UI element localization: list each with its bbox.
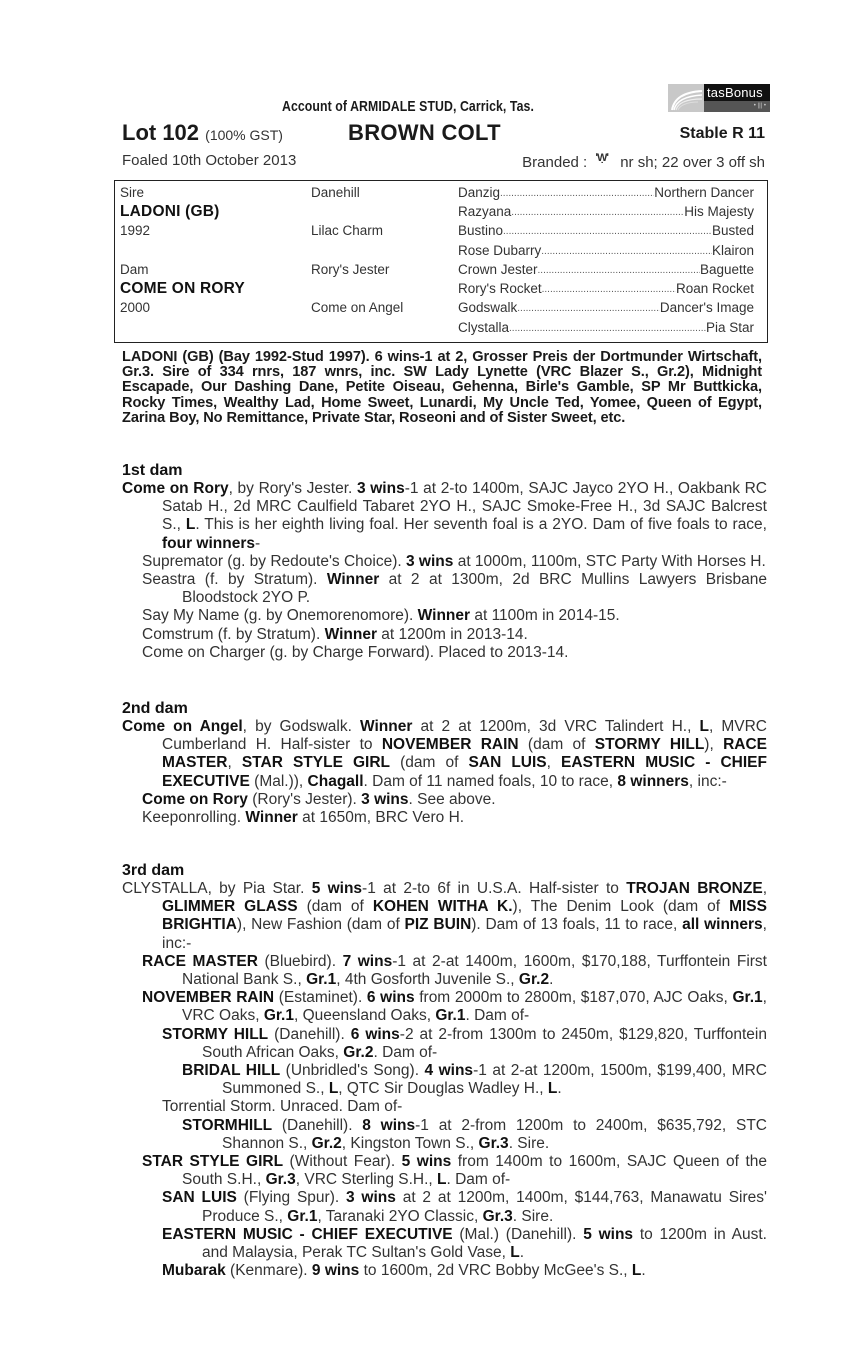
great-grandsire-name: Northern Dancer: [654, 185, 754, 200]
text: to 1200m in Aust. and Malaysia, Perak TC Sultan's Gold Vase,: [202, 1225, 767, 1262]
text: , Taranaki 2YO Classic,: [317, 1207, 483, 1225]
bold-text: Winner: [324, 625, 377, 643]
branded-label: Branded :: [522, 154, 588, 171]
progeny-entry: [122, 1262, 767, 1280]
lot-number: [122, 120, 283, 146]
progeny-entry: [122, 553, 767, 571]
text: (Bluebird).: [257, 952, 343, 970]
second-dam-paragraphs: [122, 718, 767, 827]
dam-entry: [122, 718, 767, 791]
bold-text: Gr.1: [306, 971, 337, 989]
text: ), New Fashion (dam of: [236, 916, 405, 934]
text: , Kingston Town S.,: [341, 1134, 479, 1152]
bold-text: Gr.3: [478, 1134, 509, 1152]
text: -: [255, 534, 261, 552]
bold-text: all winners: [682, 916, 763, 934]
bold-text: STORMY HILL: [162, 1025, 269, 1043]
text: at 2 at 1300m, 2d BRC Mullins Lawyers Brisbane Bloodstock 2YO P.: [182, 571, 767, 607]
progeny-entry: [122, 791, 767, 809]
great-grandsire-name: Dancer's Image: [659, 300, 754, 315]
text: (dam of: [390, 754, 469, 772]
text: at 1650m, BRC Vero H.: [297, 809, 465, 827]
dam-year: 2000: [120, 300, 151, 315]
text: .: [557, 1080, 562, 1098]
bold-text: Gr.1: [287, 1207, 318, 1225]
grandsire-name: Rory's Rocket: [458, 281, 542, 296]
text: -2 at 2-from 1300m to 2450m, $129,820, Turffontein South African Oaks,: [202, 1025, 767, 1061]
text: ,: [227, 754, 242, 772]
gst-note: (100% GST): [205, 127, 283, 143]
tasbonus-wing-icon: [668, 84, 704, 112]
text: . Dam of-: [446, 1171, 511, 1189]
second-dam-section: [122, 700, 767, 827]
text: . Dam of-: [373, 1043, 438, 1061]
bold-text: NOVEMBER RAIN: [142, 989, 275, 1007]
text: .: [641, 1262, 646, 1280]
bold-text: STAR STYLE GIRL: [142, 1153, 284, 1171]
progeny-entry: [122, 953, 767, 989]
bold-text: Gr.2: [311, 1134, 342, 1152]
text: at 1100m in 2014-15.: [470, 607, 620, 625]
text: from 1400m to 1600m, SAJC Queen of the South S.H.,: [182, 1153, 767, 1189]
great-grandsire-name: Busted: [711, 223, 754, 238]
logo-text: tasBonus: [704, 84, 770, 101]
text: , Queensland Oaks,: [294, 1007, 436, 1025]
bold-text: 4 wins: [424, 1062, 474, 1080]
bold-text: 8 winners: [617, 772, 689, 790]
dam-sire: Rory's Jester: [311, 262, 390, 277]
bold-text: 7 wins: [342, 952, 393, 970]
brand-mark-icon: ʹẈʹ: [595, 152, 609, 164]
third-gen-row: [458, 262, 754, 279]
text: (Mal.)),: [249, 772, 308, 790]
text: , VRC Sterling S.H.,: [295, 1171, 438, 1189]
sire-name: LADONI (GB): [120, 203, 220, 220]
bold-text: 6 wins: [366, 989, 415, 1007]
bold-text: RACE MASTER: [162, 736, 767, 772]
bold-text: Gr.1: [263, 1007, 294, 1025]
text: -1 at 2-at 1200m, 1500m, $199,400, MRC Summoned S.,: [222, 1062, 767, 1098]
bold-text: BRIDAL HILL: [182, 1062, 281, 1080]
great-grandsire-name: His Majesty: [684, 204, 754, 219]
bold-text: 8 wins: [362, 1116, 416, 1134]
text: , MVRC Cumberland H. Half-sister to: [162, 718, 767, 754]
progeny-entry: [122, 989, 767, 1025]
bold-text: Winner: [326, 571, 380, 589]
leader-dots: [503, 223, 712, 240]
progeny-entry: [122, 644, 767, 662]
text: at 1200m in 2013-14.: [376, 625, 528, 643]
bold-text: L: [185, 516, 196, 534]
bold-text: KOHEN WITHA K.: [372, 898, 513, 916]
lot-label: Lot 102: [122, 120, 200, 145]
progeny-entry: [122, 1153, 767, 1189]
brand-info: [522, 152, 765, 171]
stable-location: Stable R 11: [679, 125, 765, 142]
third-gen-row: [458, 185, 754, 202]
text: (dam of: [297, 898, 373, 916]
bold-text: Gr.2: [343, 1043, 374, 1061]
text: (Kenmare).: [225, 1262, 312, 1280]
text: Torrential Storm. Unraced. Dam of-: [162, 1098, 403, 1116]
progeny-entry: [122, 1117, 767, 1153]
bold-text: TROJAN BRONZE: [626, 880, 763, 897]
bold-text: L: [631, 1262, 642, 1280]
bold-text: STORMY HILL: [594, 736, 705, 754]
leader-dots: [500, 185, 654, 202]
grandsire-name: Clystalla: [458, 320, 510, 335]
text: Supremator (g. by Redoute's Choice).: [142, 552, 406, 570]
text: (Without Fear).: [283, 1153, 402, 1171]
first-dam-paragraphs: [122, 480, 767, 662]
text: -1 at 2-to 1400m, SAJC Jayco 2YO H., Oakbank RC Satab H., 2d MRC Caulfield Tabaret 2YO H., SAJC Smoke-Free H., 3d SAJC Balcrest S.,: [162, 480, 767, 534]
grandsire-name: Godswalk: [458, 300, 518, 315]
text: , QTC Sir Douglas Wadley H.,: [338, 1080, 548, 1098]
lot-header: [122, 120, 767, 146]
text: (Estaminet).: [274, 989, 367, 1007]
bold-text: 5 wins: [311, 880, 363, 897]
section-heading: 3rd dam: [122, 862, 185, 879]
text: ), The Denim Look (dam of: [512, 898, 730, 916]
text: -1 at 2-at 1400m, 1600m, $170,188, Turffontein First National Bank S.,: [182, 952, 767, 989]
bold-text: L: [328, 1080, 339, 1098]
text: Come on Charger (g. by Charge Forward). Placed to 2013-14.: [142, 643, 569, 661]
text: . See above.: [408, 790, 496, 808]
grandsire-name: Crown Jester: [458, 262, 538, 277]
bold-text: 9 wins: [311, 1262, 360, 1280]
dam-dam: Come on Angel: [311, 300, 404, 315]
text: (Danehill).: [272, 1116, 363, 1134]
horse-description: BROWN COLT: [348, 120, 501, 145]
bold-text: 3 wins: [361, 790, 409, 808]
text: . Sire.: [508, 1134, 550, 1152]
text: Comstrum (f. by Stratum).: [142, 625, 325, 643]
text: -1 at 2-to 6f in U.S.A. Half-sister to: [362, 880, 627, 897]
bold-text: Winner: [417, 607, 471, 625]
section-heading: 1st dam: [122, 462, 183, 479]
text: Keeponrolling.: [142, 809, 246, 827]
progeny-entry: [122, 1226, 767, 1262]
text: CLYSTALLA, by Pia Star.: [122, 880, 312, 897]
vendor-account: Account of ARMIDALE STUD, Carrick, Tas.: [282, 98, 534, 115]
text: (Danehill).: [268, 1025, 351, 1043]
bold-text: STORMHILL: [182, 1116, 273, 1134]
text: .: [549, 971, 554, 989]
great-grandsire-name: Klairon: [711, 243, 754, 258]
dam-entry: [122, 880, 767, 953]
text: to 1600m, 2d VRC Bobby McGee's S.,: [359, 1262, 632, 1280]
leader-dots: [538, 262, 700, 279]
text: , 4th Gosforth Juvenile S.,: [336, 971, 519, 989]
text: , by Rory's Jester.: [228, 480, 357, 497]
progeny-entry: [122, 809, 767, 827]
grandsire-name: Rose Dubarry: [458, 243, 542, 258]
logo-subtext: • ||| •: [704, 101, 770, 112]
bold-text: SAN LUIS: [162, 1189, 237, 1207]
bold-text: Come on Rory: [122, 480, 229, 497]
bold-text: L: [510, 1244, 520, 1262]
leader-dots: [511, 204, 684, 221]
text: . Dam of 11 named foals, 10 to race,: [363, 772, 618, 790]
dam-name: COME ON RORY: [120, 280, 245, 297]
bold-text: Mubarak: [162, 1262, 226, 1280]
great-grandsire-name: Roan Rocket: [675, 281, 754, 296]
text: ,: [546, 754, 562, 772]
leader-dots: [509, 320, 706, 337]
progeny-entry: [122, 1026, 767, 1062]
text: at 1000m, 1100m, STC Party With Horses H.: [453, 552, 766, 570]
grandsire-name: Bustino: [458, 223, 504, 238]
bold-text: 3 wins: [406, 552, 454, 570]
bold-text: 3 wins: [356, 480, 405, 497]
bold-text: Winner: [360, 718, 413, 735]
bold-text: Gr.3: [265, 1171, 296, 1189]
grandsire-name: Razyana: [458, 204, 512, 219]
text: -1 at 2-from 1200m to 2400m, $635,792, STC Shannon S.,: [222, 1116, 767, 1152]
bold-text: L: [699, 718, 709, 735]
sire-dam: Lilac Charm: [311, 223, 384, 238]
text: . Sire.: [512, 1207, 554, 1225]
text: Seastra (f. by Stratum).: [142, 571, 327, 589]
third-gen-row: [458, 204, 754, 221]
text: Say My Name (g. by Onemorenomore).: [142, 607, 418, 625]
sire-label: Sire: [120, 185, 145, 200]
section-heading: 2nd dam: [122, 700, 188, 717]
bold-text: GLIMMER GLASS: [162, 898, 298, 916]
dam-label: Dam: [120, 262, 149, 277]
great-grandsire-name: Baguette: [699, 262, 754, 277]
sire-summary: LADONI (GB) (Bay 1992-Stud 1997). 6 wins-1 at 2, Grosser Preis der Dortmunder Wirtschaft, Gr.3. Sire of 334 rnrs, 187 wnrs, inc. SW Lady Lynette (VRC Blazer S., Gr.2), Midnight Escapade, Our Dashing Dane, Petite Oiseau, Gehenna, Birle's Gamble, SP Mr Buttkicka, Rocky Times, Wealthy Lad, Home Sweet, Lunardi, My Uncle Ted, Yomee, Queen of Egypt, Zarina Boy, No Remittance, Private Star, Roseoni and of Sister Sweet, etc.: [122, 349, 762, 426]
pedigree-table: [114, 180, 768, 343]
bold-text: L: [547, 1080, 558, 1098]
bold-text: Gr.3: [482, 1207, 513, 1225]
text: at 2 at 1200m, 1400m, $144,763, Manawatu Sires' Produce S.,: [202, 1189, 767, 1225]
bold-text: Come on Rory: [142, 790, 248, 808]
text: (Unbridled's Song).: [280, 1062, 425, 1080]
third-dam-paragraphs: [122, 880, 767, 1280]
leader-dots: [517, 300, 660, 317]
leader-dots: [541, 243, 712, 260]
text: , inc:-: [688, 772, 727, 790]
branded-detail: nr sh; 22 over 3 off sh: [620, 154, 765, 171]
tasbonus-logo: [668, 84, 770, 112]
sire-sire: Danehill: [311, 185, 360, 200]
bold-text: Come on Angel: [122, 718, 243, 735]
text: , inc:-: [162, 916, 767, 952]
bold-text: four winners: [162, 534, 256, 552]
bold-text: EASTERN MUSIC - CHIEF EXECUTIVE: [162, 1225, 453, 1243]
third-gen-row: [458, 243, 754, 260]
third-gen-row: [458, 320, 754, 337]
bold-text: RACE MASTER: [142, 952, 258, 970]
third-gen-row: [458, 281, 754, 298]
bold-text: Gr.1: [435, 1007, 466, 1025]
sire-year: 1992: [120, 223, 151, 238]
foaling-brand-row: [122, 152, 767, 172]
bold-text: STAR STYLE GIRL: [241, 754, 391, 772]
bold-text: Winner: [245, 809, 298, 827]
progeny-entry: [122, 626, 767, 644]
text: (Mal.) (Danehill).: [452, 1225, 584, 1243]
grandsire-name: Danzig: [458, 185, 501, 200]
progeny-entry: [122, 1062, 767, 1098]
text: . Dam of-: [465, 1007, 530, 1025]
third-gen-row: [458, 300, 754, 317]
text: ,: [762, 880, 767, 897]
text: ). Dam of 13 foals, 11 to race,: [471, 916, 683, 934]
bold-text: SAN LUIS: [468, 754, 547, 772]
text: .: [519, 1244, 525, 1262]
bold-text: EASTERN MUSIC - CHIEF EXECUTIVE: [162, 754, 767, 790]
progeny-entry: [122, 1189, 767, 1225]
bold-text: 6 wins: [350, 1025, 400, 1043]
great-grandsire-name: Pia Star: [705, 320, 754, 335]
bold-text: Chagall: [307, 772, 364, 790]
bold-text: Gr.1: [732, 989, 763, 1007]
text: , by Godswalk.: [242, 718, 360, 735]
bold-text: PIZ BUIN: [404, 916, 472, 934]
progeny-entry: [122, 607, 767, 625]
text: (dam of: [518, 736, 595, 754]
text: at 2 at 1200m, 3d VRC Talindert H.,: [412, 718, 700, 735]
progeny-entry: [122, 1098, 767, 1116]
third-dam-section: [122, 862, 767, 1280]
bold-text: NOVEMBER RAIN: [381, 736, 519, 754]
text: ),: [704, 736, 724, 754]
text: from 2000m to 2800m, $187,070, AJC Oaks,: [414, 989, 733, 1007]
bold-text: MISS BRIGHTIA: [162, 898, 767, 934]
text: (Rory's Jester).: [247, 790, 362, 808]
bold-text: Gr.2: [518, 971, 550, 989]
progeny-entry: [122, 571, 767, 607]
text: , VRC Oaks,: [182, 989, 767, 1025]
first-dam-section: [122, 462, 767, 662]
bold-text: 3 wins: [346, 1189, 396, 1207]
bold-text: L: [437, 1171, 447, 1189]
bold-text: 5 wins: [583, 1225, 634, 1243]
dam-entry: [122, 480, 767, 553]
foaled-date: Foaled 10th October 2013: [122, 152, 297, 169]
text: (Flying Spur).: [236, 1189, 346, 1207]
bold-text: 5 wins: [401, 1153, 452, 1171]
leader-dots: [542, 281, 676, 298]
text: . This is her eighth living foal. Her seventh foal is a 2YO. Dam of five foals to race,: [195, 516, 767, 534]
third-gen-row: [458, 223, 754, 240]
